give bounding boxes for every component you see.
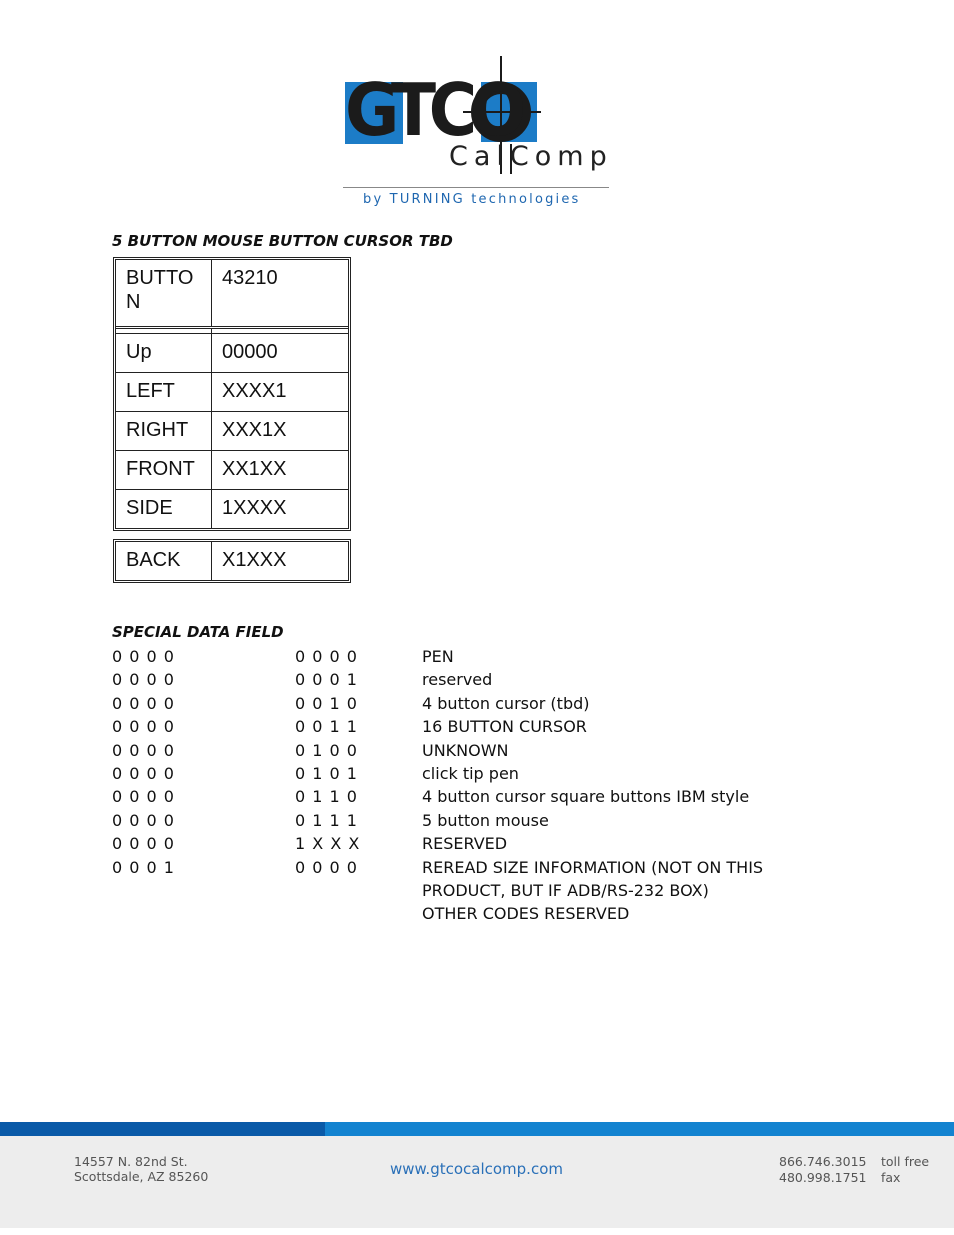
code-high: 0 0 0 0 — [112, 834, 175, 854]
code-high: 0 0 0 1 — [112, 857, 175, 877]
table-cell-label: BACK — [116, 542, 212, 580]
list-item — [112, 692, 832, 715]
table-header-cell: 43210 — [222, 267, 278, 289]
table-cell-value: 00000 — [222, 341, 278, 363]
code-description: 4 button cursor square buttons IBM style — [422, 787, 750, 807]
table-separator — [116, 326, 348, 333]
footer-website-link[interactable]: www.gtcocalcomp.com — [390, 1160, 563, 1178]
code-high: 0 0 0 0 — [112, 810, 175, 830]
section-title-special-data-field: SPECIAL DATA FIELD — [112, 623, 284, 641]
footer-phone-labels — [881, 1154, 929, 1186]
code-low: 0 0 1 1 — [295, 717, 358, 737]
code-low: 0 0 1 0 — [295, 693, 358, 713]
list-item — [112, 762, 832, 785]
table-row — [116, 450, 348, 489]
code-low: 0 1 1 1 — [295, 810, 358, 830]
code-low: 1 X X X — [295, 834, 361, 854]
code-high: 0 0 0 0 — [112, 647, 175, 666]
phone-number: 866.746.3015 — [779, 1154, 867, 1169]
table-row — [116, 411, 348, 450]
list-item — [112, 715, 832, 738]
list-item — [112, 902, 832, 925]
footer-accent-bar — [0, 1122, 954, 1136]
phone-label: toll free — [881, 1154, 930, 1169]
code-high: 0 0 0 0 — [112, 787, 175, 807]
code-description: OTHER CODES RESERVED — [422, 904, 630, 924]
table-cell-label: SIDE — [116, 490, 212, 528]
logo-product-text: CalComp — [449, 141, 613, 172]
table-cell-value: X1XXX — [222, 549, 287, 571]
list-item — [112, 668, 832, 691]
logo-brand-text: GTCO — [345, 68, 519, 152]
code-description: 4 button cursor (tbd) — [422, 693, 590, 713]
address-line: 14557 N. 82nd St. — [74, 1154, 188, 1169]
code-description: 16 BUTTON CURSOR — [422, 717, 587, 737]
code-high: 0 0 0 0 — [112, 693, 175, 713]
address-line: Scottsdale, AZ 85260 — [74, 1169, 209, 1184]
table-header-row — [116, 260, 348, 326]
table-row — [116, 542, 348, 580]
code-high: 0 0 0 0 — [112, 763, 175, 783]
code-description: REREAD SIZE INFORMATION (NOT ON THIS — [422, 857, 764, 877]
code-description: PEN — [422, 647, 454, 666]
code-description: reserved — [422, 670, 493, 690]
code-description: 5 button mouse — [422, 810, 549, 830]
logo-byline: by TURNING technologies — [363, 192, 581, 207]
code-description: UNKNOWN — [422, 740, 509, 760]
footer-address — [74, 1154, 208, 1184]
section-title-button-cursor: 5 BUTTON MOUSE BUTTON CURSOR TBD — [112, 232, 453, 250]
code-description: click tip pen — [422, 763, 519, 783]
table-row — [116, 372, 348, 411]
list-item — [112, 856, 832, 879]
table-cell-label: RIGHT — [116, 412, 212, 450]
code-low: 0 1 0 0 — [295, 740, 358, 760]
code-low: 0 0 0 0 — [295, 857, 358, 877]
special-data-field-list — [112, 645, 832, 926]
code-high: 0 0 0 0 — [112, 670, 175, 690]
list-item — [112, 645, 832, 668]
list-item — [112, 832, 832, 855]
code-low: 0 0 0 1 — [295, 670, 358, 690]
company-logo — [343, 56, 613, 211]
code-low: 0 1 1 0 — [295, 787, 358, 807]
table-cell-value: XX1XX — [222, 458, 287, 480]
code-low: 0 0 0 0 — [295, 647, 358, 666]
table-cell-label: LEFT — [116, 373, 212, 411]
button-table — [113, 257, 351, 583]
list-item — [112, 809, 832, 832]
table-cell-value: XXX1X — [222, 419, 287, 441]
code-low: 0 1 0 1 — [295, 763, 358, 783]
logo-divider — [343, 187, 609, 188]
footer-phones — [779, 1154, 866, 1186]
button-table-last — [113, 539, 351, 583]
code-high: 0 0 0 0 — [112, 740, 175, 760]
table-header-cell: BUTTO N — [116, 260, 212, 326]
phone-label: fax — [881, 1170, 901, 1185]
list-item — [112, 879, 832, 902]
phone-number: 480.998.1751 — [779, 1170, 867, 1185]
table-cell-value: XXXX1 — [222, 380, 287, 402]
list-item — [112, 739, 832, 762]
code-description: PRODUCT, BUT IF ADB/RS-232 BOX) — [422, 880, 709, 900]
list-item — [112, 785, 832, 808]
page-footer — [0, 1136, 954, 1228]
table-cell-label: Up — [116, 334, 212, 372]
code-description: RESERVED — [422, 834, 508, 854]
table-row — [116, 489, 348, 528]
code-high: 0 0 0 0 — [112, 717, 175, 737]
table-cell-label: FRONT — [116, 451, 212, 489]
table-row — [116, 333, 348, 372]
table-cell-value: 1XXXX — [222, 497, 287, 519]
button-table-main — [113, 257, 351, 531]
